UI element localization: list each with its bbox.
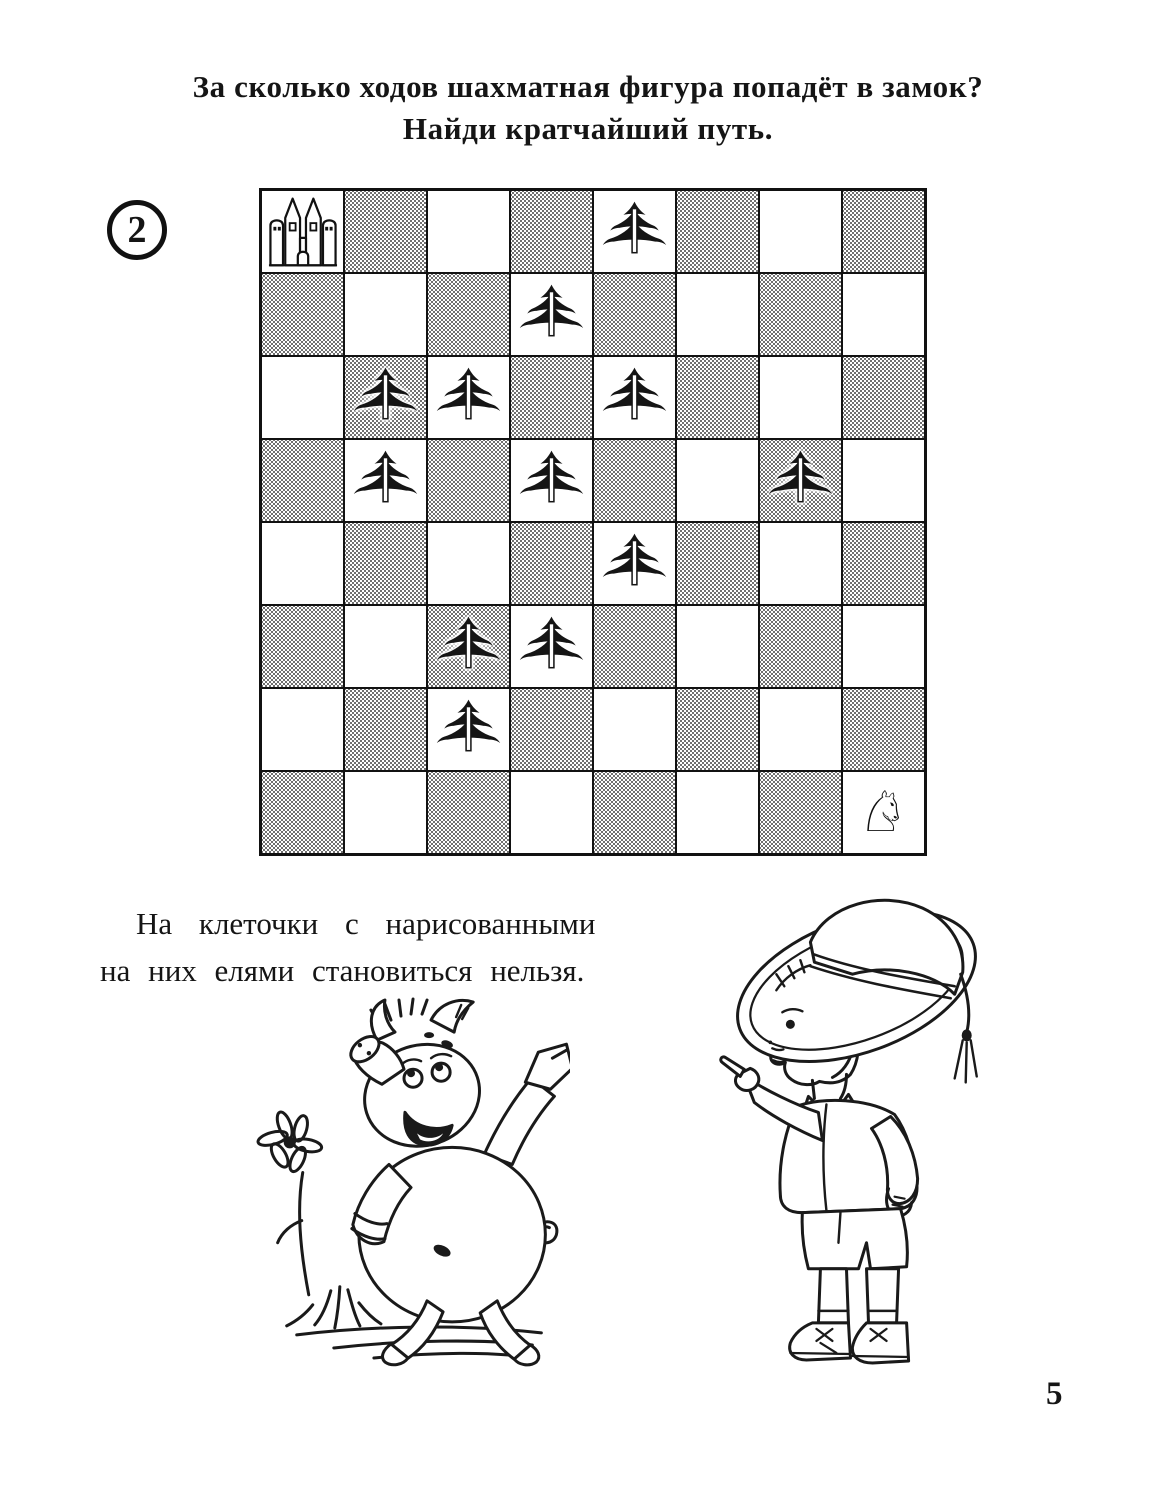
board-cell [594,357,675,438]
board-cell [428,606,509,687]
board-cell [677,357,758,438]
knight-icon: ♘ [858,779,909,845]
board-cell [345,357,426,438]
board-cell [262,523,343,604]
board-cell [428,357,509,438]
board-cell [511,274,592,355]
fir-tree-icon [766,449,835,513]
boy-illustration [718,866,1004,1372]
board-cell [843,357,924,438]
board-cell [843,606,924,687]
board-cell [760,689,841,770]
board-cell [511,523,592,604]
pig-illustration [238,992,570,1368]
board-cell [760,523,841,604]
board-cell [511,689,592,770]
board-cell [843,772,924,853]
board-cell [760,440,841,521]
board-cell [262,357,343,438]
fir-tree-icon [600,200,669,264]
board-cell [428,191,509,272]
exercise-number-badge [107,200,167,260]
board-cell [760,274,841,355]
board-cell [843,191,924,272]
board-cell [760,772,841,853]
page-title [0,66,1176,150]
instruction-text [100,900,652,994]
page-number: 5 [1046,1376,1063,1412]
board-cell [843,523,924,604]
board-cell [843,274,924,355]
board-cell [594,191,675,272]
fir-tree-icon [600,366,669,430]
board-cell [262,606,343,687]
board-cell [594,274,675,355]
board-cell [262,689,343,770]
instruction-line1: На клеточки с нарисованными [136,906,596,941]
castle-icon [266,195,340,269]
board-cell [594,772,675,853]
board-cell [262,191,343,272]
board-cell [345,274,426,355]
board-cell [677,440,758,521]
board-cell [760,191,841,272]
board-cell [428,440,509,521]
board-cell [594,689,675,770]
fir-tree-icon [351,366,420,430]
fir-tree-icon [434,366,503,430]
board-cell [677,689,758,770]
board-cell [843,689,924,770]
fir-tree-icon [600,532,669,596]
board-cell [511,606,592,687]
fir-tree-icon [517,283,586,347]
board-cell [511,772,592,853]
board-cell [760,606,841,687]
chessboard [259,188,927,856]
board-cell [345,689,426,770]
board-cell [594,523,675,604]
board-cell [428,772,509,853]
board-cell [262,440,343,521]
instruction-line2: на них елями становиться нельзя. [100,953,585,988]
board-cell [345,772,426,853]
board-cell [345,440,426,521]
board-cell [511,357,592,438]
fir-tree-icon [517,615,586,679]
board-cell [345,191,426,272]
chessboard-grid [262,191,924,853]
title-line1: За сколько ходов шахматная фигура попадёт в замок? [192,69,984,104]
board-cell [594,606,675,687]
board-cell [760,357,841,438]
board-cell [345,523,426,604]
board-cell [428,523,509,604]
board-cell [262,274,343,355]
fir-tree-icon [434,698,503,762]
fir-tree-icon [434,615,503,679]
fir-tree-icon [351,449,420,513]
board-cell [594,440,675,521]
board-cell [677,772,758,853]
board-cell [511,440,592,521]
board-cell [677,274,758,355]
fir-tree-icon [517,449,586,513]
board-cell [345,606,426,687]
board-cell [428,689,509,770]
board-cell [677,523,758,604]
board-cell [677,606,758,687]
board-cell [262,772,343,853]
board-cell [677,191,758,272]
exercise-number: 2 [127,209,147,251]
board-cell [843,440,924,521]
title-line2: Найди кратчайший путь. [402,111,774,146]
board-cell [428,274,509,355]
board-cell [511,191,592,272]
